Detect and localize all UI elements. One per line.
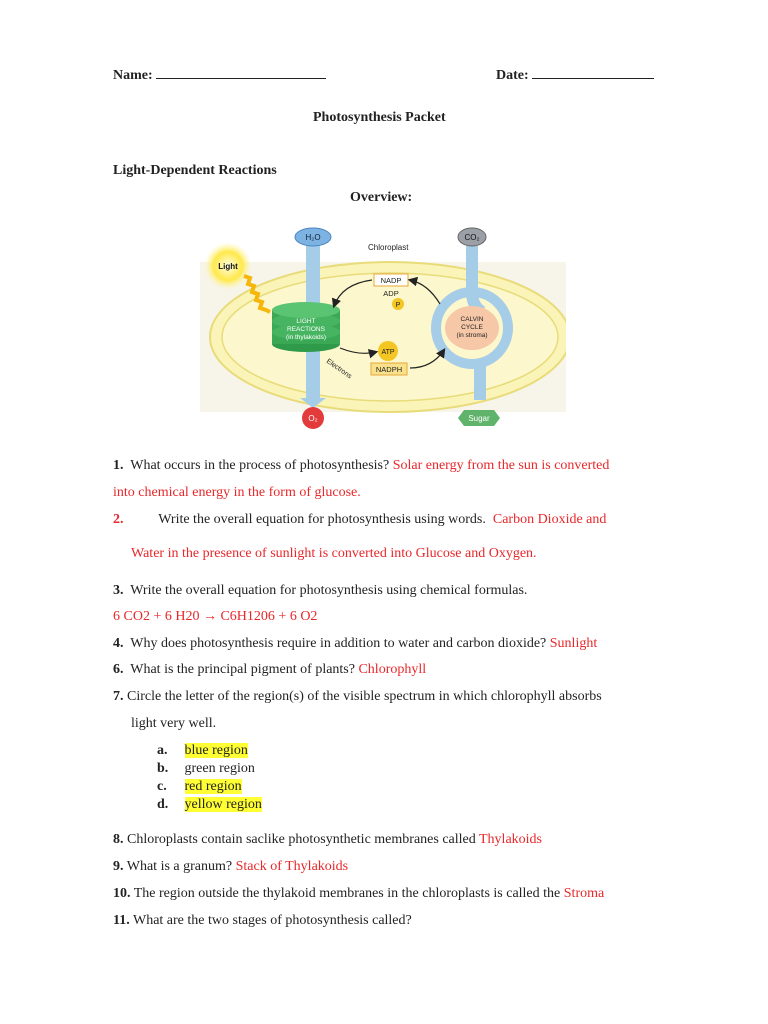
question-number: 8. [113,832,124,847]
answer-text: Thylakoids [479,832,542,847]
option-letter: a. [157,743,168,758]
date-field [496,64,654,84]
light-reactions-label-1: LIGHT [296,318,316,325]
question-text: Circle the letter of the region(s) of the visible spectrum in which chlorophyll absorbs [127,689,602,704]
question-number: 6. [113,662,124,677]
light-reactions-label-3: (in thylakoids) [285,334,327,341]
question-7-line-2: light very well. [131,716,217,731]
option-label: red region [184,779,242,794]
question-number: 2. [113,512,124,527]
question-4 [113,636,597,652]
question-text: What is the principal pigment of plants? [130,662,355,677]
option-label: blue region [184,743,248,758]
question-1-line-1 [113,458,609,474]
answer-text: Sunlight [549,636,598,651]
calvin-label-3: (in stroma) [456,332,488,339]
question-7-line-1 [113,689,602,705]
calvin-label-2: CYCLE [461,324,483,331]
nadp-label: NADP [380,276,402,285]
question-1-line-2: into chemical energy in the form of glucose. [113,485,361,500]
light-reactions-label-2: REACTIONS [287,326,325,333]
calvin-label-1: CALVIN [460,316,484,323]
name-blank[interactable] [156,64,326,79]
question-number: 4. [113,636,124,651]
equation-reactants: 6 CO2 + 6 H20 [113,609,200,624]
overview-heading: Overview: [350,190,413,205]
photosynthesis-diagram [200,222,566,432]
question-9 [113,859,348,875]
question-text: What is a granum? [126,859,233,874]
o2-label: O₂ [308,414,318,423]
electrons-label: Electrons [324,357,353,381]
answer-text: Solar energy from the sun is converted [392,458,610,473]
question-number: 9. [113,859,124,874]
equation-arrow-icon: → [202,609,217,624]
option-letter: c. [157,779,167,794]
question-3-answer [113,609,317,625]
option-letter: d. [157,797,169,812]
question-text: What are the two stages of photosynthesis called? [132,913,412,928]
question-text: Chloroplasts contain saclike photosynthetic membranes called [127,832,476,847]
question-number: 10. [113,886,131,901]
question-11 [113,913,412,929]
question-6 [113,662,426,678]
question-2-line-2: Water in the presence of sunlight is converted into Glucose and Oxygen. [131,546,537,561]
option-b[interactable] [157,761,255,777]
page-title: Photosynthesis Packet [313,110,446,125]
date-label: Date: [496,68,529,83]
question-number: 3. [113,583,124,598]
section-heading: Light-Dependent Reactions [113,163,277,178]
question-text: Write the overall equation for photosynthesis using words. [158,512,486,527]
option-c[interactable] [157,779,242,795]
question-10 [113,886,604,902]
question-text: Why does photosynthesis require in addition to water and carbon dioxide? [130,636,547,651]
question-8 [113,832,542,848]
question-text: Write the overall equation for photosynthesis using chemical formulas. [130,583,528,598]
question-number: 1. [113,458,124,473]
answer-text: Stack of Thylakoids [235,859,349,874]
question-number: 11. [113,913,130,928]
equation-products: C6H1206 + 6 O2 [220,609,318,624]
option-a[interactable] [157,743,248,759]
option-label: yellow region [184,797,262,812]
h2o-label: H₂O [305,233,321,242]
adp-label: ADP [383,289,399,298]
option-label: green region [184,761,255,776]
question-text: The region outside the thylakoid membranes in the chloroplasts is called the [133,886,561,901]
name-field [113,64,326,84]
question-2-line-1 [113,512,606,528]
chloroplast-label: Chloroplast [368,243,409,252]
option-d[interactable] [157,797,262,813]
name-label: Name: [113,68,153,83]
light-label: Light [218,262,238,271]
answer-text: Carbon Dioxide and [492,512,607,527]
phosphate-label: P [395,302,401,309]
question-text: What occurs in the process of photosynthesis? [130,458,390,473]
answer-text: Chlorophyll [358,662,427,677]
question-number: 7. [113,689,124,704]
sugar-label: Sugar [468,414,490,423]
co2-label: CO₂ [464,233,480,242]
question-3-line-1 [113,583,527,599]
nadph-label: NADPH [375,365,403,374]
answer-text: Stroma [563,886,605,901]
option-letter: b. [157,761,169,776]
atp-label: ATP [381,349,395,356]
date-blank[interactable] [532,64,654,79]
